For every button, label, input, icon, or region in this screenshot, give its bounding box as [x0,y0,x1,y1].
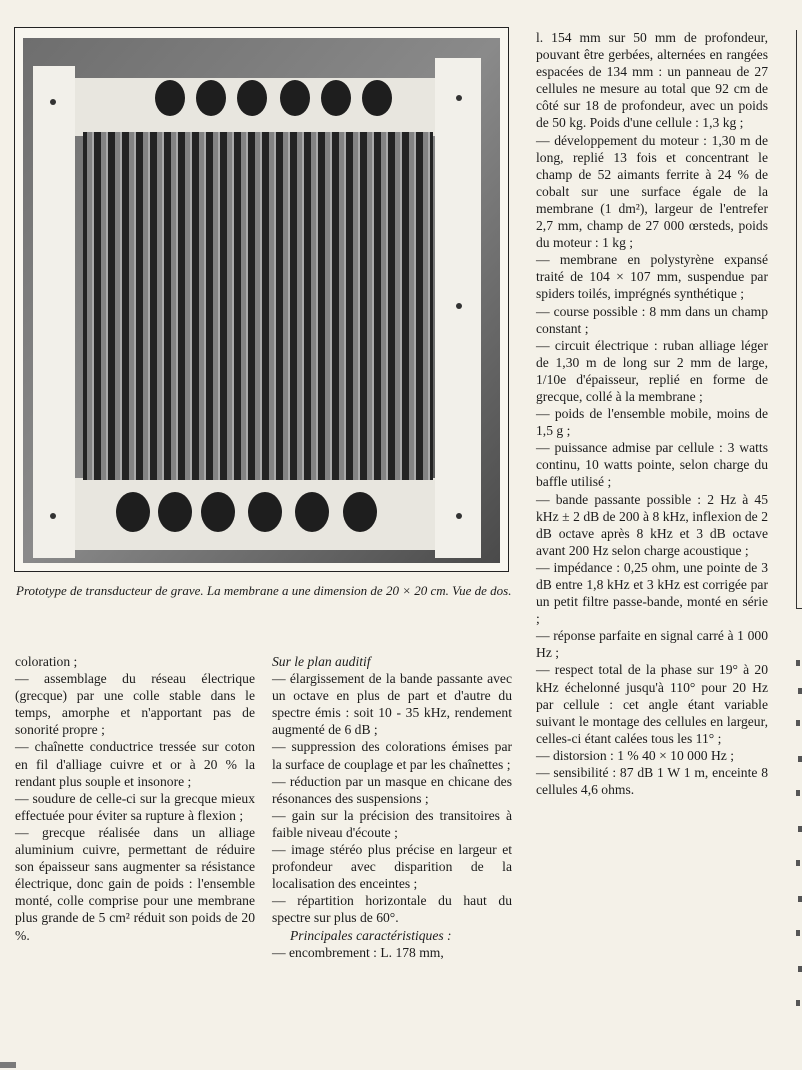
paragraph: — membrane en polystyrène expansé traité de 104 × 107 mm, suspendue par spiders toilés, imprégnés synthétique ; [536,252,768,302]
figure-caption: Prototype de transducteur de grave. La membrane a une dimension de 20 × 20 cm. Vue de dos. [16,583,512,598]
paragraph: — soudure de celle-ci sur la grecque mieux effectuée pour éviter sa rupture à flexion ; [15,790,255,823]
text-column-1 [15,653,255,944]
paragraph: — grecque réalisée dans un alliage aluminium cuivre, permettant de réduire son épaisseur sans augmenter sa résistance électrique, donc gain de poids : l'ensemble monté, colle comprise pour une membrane plus grande de 5 cm² réduit son poids de 20 %. [15,824,255,943]
paragraph: — respect total de la phase sur 19° à 20 kHz échelonné jusqu'à 110° pour 20 Hz par cellule : cet angle étant variable suivant le montage des cellules en largeur, celles-ci étant calées tous les 11° ; [536,662,768,746]
paragraph: — réponse parfaite en signal carré à 1 000 Hz ; [536,628,768,661]
text-column-3 [536,29,768,798]
paragraph: — gain sur la précision des transitoires à faible niveau d'écoute ; [272,807,512,840]
text-column-2 [272,653,512,961]
paragraph: — élargissement de la bande passante avec un octave en plus de part et d'autre du spectre émis : soit 10 - 35 kHz, rendement augmenté de 6 dB ; [272,671,512,738]
paragraph: — bande passante possible : 2 Hz à 45 kHz ± 2 dB de 200 à 8 kHz, inflexion de 2 dB octave après 8 kHz et 3 dB octave avant 200 Hz selon charge acoustique ; [536,491,768,558]
figure-photo [14,27,509,572]
paragraph: — image stéréo plus précise en largeur et profondeur avec disparition de la localisation des enceintes ; [272,842,512,892]
section-subheading: Principales caractéristiques : [290,927,452,943]
page-number-fragment [0,1062,16,1068]
paragraph: — répartition horizontale du haut du spectre sur plus de 60°. [272,893,512,926]
paragraph: — circuit électrique : ruban alliage léger de 1,30 m de long sur 2 mm de large, 1/10e d'épaisseur, replié en forme de grecque, collé à la membrane ; [536,337,768,404]
paragraph: coloration ; [15,654,78,669]
paragraph: — développement du moteur : 1,30 m de long, replié 13 fois et concentrant le champ de 52 aimants ferrite à 24 % de cobalt sur une surface égale de la membrane (1 dm²), largeur de l'entrefer 2,7 mm, champ de 27 000 œrsteds, poids du moteur : 1 kg ; [536,132,768,251]
paragraph: — impédance : 0,25 ohm, une pointe de 3 dB entre 1,8 kHz et 3 kHz est corrigée par un petit filtre passe-bande, monté en série ; [536,559,768,627]
adjacent-page-box-edge [796,30,802,609]
adjacent-page-text-fragments [786,660,802,1040]
paragraph: — assemblage du réseau électrique (grecque) par une colle stable dans le temps, amorphe et n'apportant pas de sonorité propre ; [15,671,255,738]
paragraph: — chaînette conductrice tressée sur coton en fil d'alliage cuivre et or à 20 % la rendant plus souple et insonore ; [15,739,255,789]
paragraph: — sensibilité : 87 dB 1 W 1 m, enceinte 8 cellules 4,6 ohms. [536,765,768,798]
paragraph: — suppression des colorations émises par la surface de couplage et par les chaînettes ; [272,739,512,772]
paragraph: — poids de l'ensemble mobile, moins de 1,5 g ; [536,406,768,439]
paragraph: l. 154 mm sur 50 mm de profondeur, pouvant être gerbées, alternées en rangées espacées de 134 mm : un panneau de 27 cellules ne mesure au total que 92 cm de côté sur 18 de profondeur, avec un poids de 50 kg. Poids d'une cellule : 1,3 kg ; [536,30,768,131]
paragraph: — puissance admise par cellule : 3 watts continu, 10 watts pointe, selon charge du baffle utilisé ; [536,440,768,490]
transducer-photo-image [15,28,508,571]
paragraph: — distorsion : 1 % 40 × 10 000 Hz ; [536,747,734,763]
paragraph: — course possible : 8 mm dans un champ constant ; [536,303,768,336]
section-heading: Sur le plan auditif [272,654,371,669]
paragraph: — réduction par un masque en chicane des résonances des suspensions ; [272,773,512,806]
paragraph: — encombrement : L. 178 mm, [272,944,444,960]
